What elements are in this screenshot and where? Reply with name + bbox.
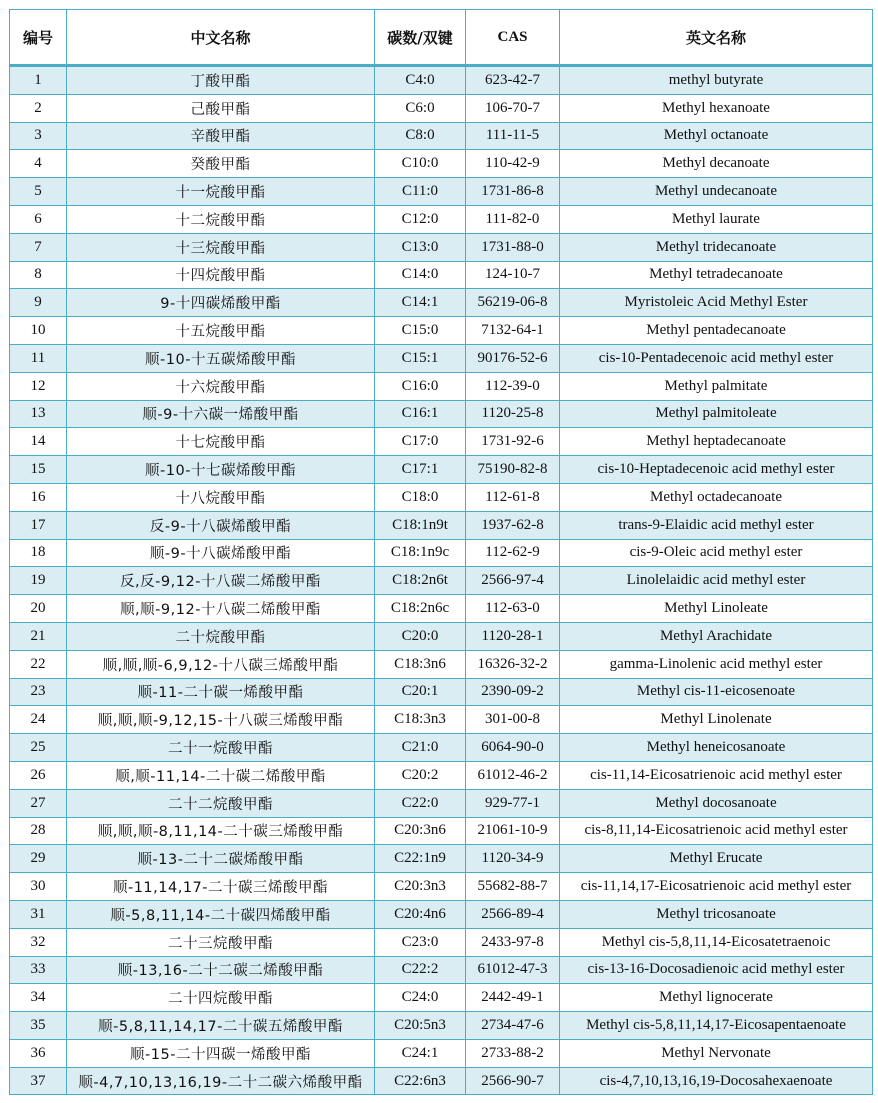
cell-cn-name: 二十一烷酸甲酯 [67,734,375,762]
cell-cas: 106-70-7 [466,94,560,122]
table-row [10,1039,873,1067]
cell-cn-name: 十四烷酸甲酯 [67,261,375,289]
cell-cn-name: 十一烷酸甲酯 [67,178,375,206]
cell-carbon: C22:6n3 [375,1067,466,1095]
cell-id: 13 [10,400,67,428]
table-row [10,1067,873,1095]
cell-cn-name: 顺-5,8,11,14-二十碳四烯酸甲酯 [67,900,375,928]
table-row [10,789,873,817]
cell-carbon: C20:3n3 [375,873,466,901]
cell-id: 9 [10,289,67,317]
cell-carbon: C21:0 [375,734,466,762]
cell-cas: 124-10-7 [466,261,560,289]
cell-en-name: cis-10-Heptadecenoic acid methyl ester [560,456,873,484]
table-row [10,483,873,511]
cell-cas: 16326-32-2 [466,650,560,678]
cell-cn-name: 顺-11-二十碳一烯酸甲酯 [67,678,375,706]
cell-cas: 112-39-0 [466,372,560,400]
table-row [10,178,873,206]
cell-carbon: C14:0 [375,261,466,289]
cell-en-name: Methyl tetradecanoate [560,261,873,289]
table-body [10,66,873,1095]
cell-carbon: C24:1 [375,1039,466,1067]
header-carbon: 碳数/双键 [375,10,466,66]
cell-cas: 1937-62-8 [466,511,560,539]
cell-id: 21 [10,622,67,650]
cell-id: 24 [10,706,67,734]
header-cas: CAS [466,10,560,66]
table-row [10,567,873,595]
cell-id: 30 [10,873,67,901]
cell-cas: 2566-90-7 [466,1067,560,1095]
cell-en-name: Methyl heneicosanoate [560,734,873,762]
cell-carbon: C23:0 [375,928,466,956]
cell-en-name: methyl butyrate [560,66,873,95]
table-row [10,344,873,372]
cell-carbon: C20:2 [375,761,466,789]
cell-id: 32 [10,928,67,956]
cell-en-name: Methyl palmitate [560,372,873,400]
table-row [10,873,873,901]
cell-carbon: C18:1n9t [375,511,466,539]
cell-cas: 301-00-8 [466,706,560,734]
fatty-acid-methyl-ester-table [9,9,873,1095]
cell-en-name: Methyl docosanoate [560,789,873,817]
cell-carbon: C20:3n6 [375,817,466,845]
cell-en-name: Methyl tricosanoate [560,900,873,928]
cell-cas: 1731-92-6 [466,428,560,456]
cell-en-name: cis-4,7,10,13,16,19-Docosahexaenoate [560,1067,873,1095]
cell-en-name: cis-8,11,14-Eicosatrienoic acid methyl ester [560,817,873,845]
table-row [10,205,873,233]
cell-carbon: C13:0 [375,233,466,261]
cell-cn-name: 顺,顺,顺-8,11,14-二十碳三烯酸甲酯 [67,817,375,845]
cell-carbon: C12:0 [375,205,466,233]
cell-carbon: C18:3n6 [375,650,466,678]
cell-cn-name: 二十二烷酸甲酯 [67,789,375,817]
cell-cas: 112-61-8 [466,483,560,511]
cell-carbon: C20:4n6 [375,900,466,928]
cell-en-name: cis-10-Pentadecenoic acid methyl ester [560,344,873,372]
cell-cn-name: 顺-9-十六碳一烯酸甲酯 [67,400,375,428]
cell-id: 29 [10,845,67,873]
table-row [10,400,873,428]
cell-id: 4 [10,150,67,178]
cell-en-name: Methyl hexanoate [560,94,873,122]
table-row [10,956,873,984]
cell-en-name: Methyl Linoleate [560,595,873,623]
cell-en-name: Myristoleic Acid Methyl Ester [560,289,873,317]
cell-carbon: C6:0 [375,94,466,122]
cell-carbon: C20:1 [375,678,466,706]
cell-carbon: C14:1 [375,289,466,317]
cell-carbon: C18:3n3 [375,706,466,734]
table-row [10,233,873,261]
table-row [10,761,873,789]
table-row [10,372,873,400]
table-row [10,539,873,567]
header-cn-name: 中文名称 [67,10,375,66]
cell-cn-name: 顺-10-十五碳烯酸甲酯 [67,344,375,372]
cell-en-name: Methyl cis-5,8,11,14,17-Eicosapentaenoate [560,1012,873,1040]
cell-cas: 1120-25-8 [466,400,560,428]
cell-cas: 2566-89-4 [466,900,560,928]
cell-carbon: C16:0 [375,372,466,400]
cell-carbon: C11:0 [375,178,466,206]
cell-cas: 1120-34-9 [466,845,560,873]
table-row [10,150,873,178]
cell-en-name: Methyl undecanoate [560,178,873,206]
cell-cn-name: 十五烷酸甲酯 [67,317,375,345]
cell-id: 14 [10,428,67,456]
header-en-name: 英文名称 [560,10,873,66]
cell-cas: 2733-88-2 [466,1039,560,1067]
cell-id: 15 [10,456,67,484]
cell-cn-name: 十二烷酸甲酯 [67,205,375,233]
cell-cas: 2390-09-2 [466,678,560,706]
table-row [10,66,873,95]
cell-cas: 623-42-7 [466,66,560,95]
cell-id: 26 [10,761,67,789]
cell-en-name: cis-11,14,17-Eicosatrienoic acid methyl ester [560,873,873,901]
cell-id: 3 [10,122,67,150]
cell-cas: 112-63-0 [466,595,560,623]
cell-cas: 2433-97-8 [466,928,560,956]
cell-id: 33 [10,956,67,984]
cell-en-name: Linolelaidic acid methyl ester [560,567,873,595]
cell-id: 19 [10,567,67,595]
cell-en-name: gamma-Linolenic acid methyl ester [560,650,873,678]
cell-id: 7 [10,233,67,261]
cell-carbon: C22:0 [375,789,466,817]
cell-carbon: C20:5n3 [375,1012,466,1040]
cell-carbon: C4:0 [375,66,466,95]
cell-carbon: C20:0 [375,622,466,650]
cell-cn-name: 顺,顺,顺-6,9,12-十八碳三烯酸甲酯 [67,650,375,678]
table-row [10,650,873,678]
table-row [10,678,873,706]
cell-id: 2 [10,94,67,122]
cell-cas: 1731-88-0 [466,233,560,261]
cell-id: 35 [10,1012,67,1040]
cell-cn-name: 顺-5,8,11,14,17-二十碳五烯酸甲酯 [67,1012,375,1040]
table-row [10,1012,873,1040]
cell-carbon: C15:0 [375,317,466,345]
cell-carbon: C15:1 [375,344,466,372]
table-row [10,428,873,456]
cell-id: 11 [10,344,67,372]
cell-en-name: Methyl Erucate [560,845,873,873]
cell-id: 28 [10,817,67,845]
table-row [10,984,873,1012]
cell-cas: 61012-47-3 [466,956,560,984]
cell-id: 20 [10,595,67,623]
table-row [10,122,873,150]
cell-id: 17 [10,511,67,539]
cell-en-name: cis-11,14-Eicosatrienoic acid methyl ester [560,761,873,789]
cell-en-name: Methyl palmitoleate [560,400,873,428]
table-row [10,706,873,734]
cell-en-name: Methyl cis-11-eicosenoate [560,678,873,706]
cell-id: 18 [10,539,67,567]
cell-cas: 61012-46-2 [466,761,560,789]
cell-cas: 1731-86-8 [466,178,560,206]
cell-cn-name: 二十烷酸甲酯 [67,622,375,650]
cell-id: 16 [10,483,67,511]
cell-cn-name: 丁酸甲酯 [67,66,375,95]
cell-en-name: Methyl decanoate [560,150,873,178]
cell-en-name: Methyl octadecanoate [560,483,873,511]
table-row [10,622,873,650]
cell-cas: 75190-82-8 [466,456,560,484]
table-row [10,845,873,873]
cell-cn-name: 己酸甲酯 [67,94,375,122]
cell-cn-name: 顺-4,7,10,13,16,19-二十二碳六烯酸甲酯 [67,1067,375,1095]
cell-en-name: Methyl heptadecanoate [560,428,873,456]
cell-id: 1 [10,66,67,95]
table-row [10,595,873,623]
table-row [10,94,873,122]
cell-cas: 6064-90-0 [466,734,560,762]
header-row [10,10,873,66]
cell-carbon: C18:2n6c [375,595,466,623]
cell-id: 22 [10,650,67,678]
cell-cas: 111-11-5 [466,122,560,150]
cell-cn-name: 反,反-9,12-十八碳二烯酸甲酯 [67,567,375,595]
cell-carbon: C18:1n9c [375,539,466,567]
cell-cas: 111-82-0 [466,205,560,233]
cell-carbon: C18:0 [375,483,466,511]
cell-cas: 2442-49-1 [466,984,560,1012]
cell-cas: 56219-06-8 [466,289,560,317]
cell-cas: 929-77-1 [466,789,560,817]
table-row [10,900,873,928]
cell-id: 6 [10,205,67,233]
cell-cas: 2566-97-4 [466,567,560,595]
cell-id: 31 [10,900,67,928]
cell-cn-name: 十三烷酸甲酯 [67,233,375,261]
cell-cn-name: 十八烷酸甲酯 [67,483,375,511]
table-row [10,928,873,956]
cell-en-name: Methyl laurate [560,205,873,233]
cell-cn-name: 反-9-十八碳烯酸甲酯 [67,511,375,539]
cell-cn-name: 二十三烷酸甲酯 [67,928,375,956]
cell-en-name: Methyl octanoate [560,122,873,150]
table-row [10,317,873,345]
table-row [10,261,873,289]
cell-cn-name: 十六烷酸甲酯 [67,372,375,400]
cell-cn-name: 顺-13-二十二碳烯酸甲酯 [67,845,375,873]
cell-carbon: C8:0 [375,122,466,150]
cell-cn-name: 辛酸甲酯 [67,122,375,150]
cell-carbon: C17:1 [375,456,466,484]
cell-en-name: cis-13-16-Docosadienoic acid methyl ester [560,956,873,984]
cell-cn-name: 顺,顺,顺-9,12,15-十八碳三烯酸甲酯 [67,706,375,734]
cell-id: 25 [10,734,67,762]
cell-en-name: Methyl cis-5,8,11,14-Eicosatetraenoic [560,928,873,956]
cell-cas: 90176-52-6 [466,344,560,372]
table-row [10,511,873,539]
cell-cas: 7132-64-1 [466,317,560,345]
cell-en-name: Methyl tridecanoate [560,233,873,261]
cell-id: 12 [10,372,67,400]
cell-carbon: C17:0 [375,428,466,456]
cell-cas: 112-62-9 [466,539,560,567]
cell-id: 37 [10,1067,67,1095]
cell-cn-name: 顺-11,14,17-二十碳三烯酸甲酯 [67,873,375,901]
cell-cn-name: 顺-9-十八碳烯酸甲酯 [67,539,375,567]
cell-id: 36 [10,1039,67,1067]
table-row [10,734,873,762]
cell-cn-name: 癸酸甲酯 [67,150,375,178]
cell-cn-name: 顺-15-二十四碳一烯酸甲酯 [67,1039,375,1067]
cell-id: 8 [10,261,67,289]
cell-id: 23 [10,678,67,706]
table-row [10,456,873,484]
cell-cn-name: 9-十四碳烯酸甲酯 [67,289,375,317]
cell-en-name: Methyl Nervonate [560,1039,873,1067]
cell-cn-name: 顺-10-十七碳烯酸甲酯 [67,456,375,484]
cell-en-name: Methyl lignocerate [560,984,873,1012]
cell-carbon: C22:2 [375,956,466,984]
cell-carbon: C24:0 [375,984,466,1012]
cell-id: 27 [10,789,67,817]
table-row [10,817,873,845]
cell-en-name: Methyl Arachidate [560,622,873,650]
cell-cas: 110-42-9 [466,150,560,178]
cell-en-name: cis-9-Oleic acid methyl ester [560,539,873,567]
cell-cn-name: 十七烷酸甲酯 [67,428,375,456]
cell-carbon: C16:1 [375,400,466,428]
cell-en-name: trans-9-Elaidic acid methyl ester [560,511,873,539]
cell-cas: 55682-88-7 [466,873,560,901]
cell-id: 5 [10,178,67,206]
cell-carbon: C22:1n9 [375,845,466,873]
cell-cn-name: 顺,顺-9,12-十八碳二烯酸甲酯 [67,595,375,623]
cell-cas: 2734-47-6 [466,1012,560,1040]
header-id: 编号 [10,10,67,66]
cell-cn-name: 顺-13,16-二十二碳二烯酸甲酯 [67,956,375,984]
cell-id: 10 [10,317,67,345]
cell-carbon: C18:2n6t [375,567,466,595]
cell-en-name: Methyl Linolenate [560,706,873,734]
cell-carbon: C10:0 [375,150,466,178]
cell-cn-name: 二十四烷酸甲酯 [67,984,375,1012]
cell-id: 34 [10,984,67,1012]
cell-cn-name: 顺,顺-11,14-二十碳二烯酸甲酯 [67,761,375,789]
cell-en-name: Methyl pentadecanoate [560,317,873,345]
cell-cas: 21061-10-9 [466,817,560,845]
table-row [10,289,873,317]
cell-cas: 1120-28-1 [466,622,560,650]
